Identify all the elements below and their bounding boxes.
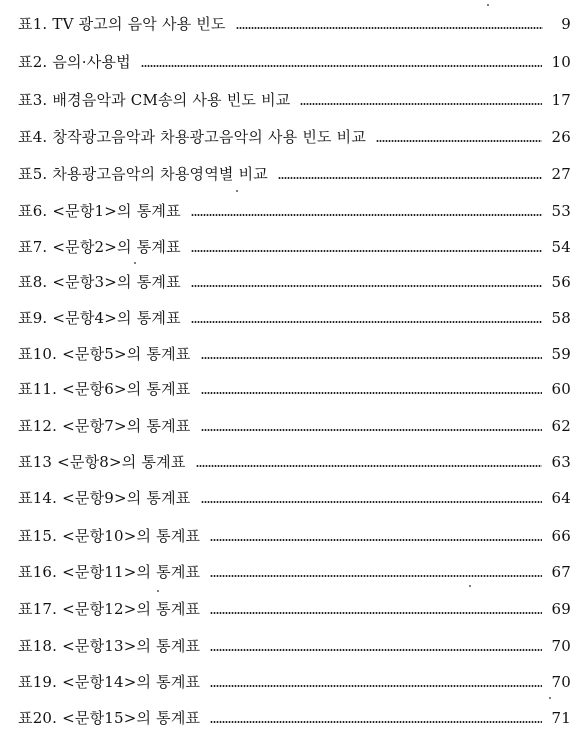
toc-row-page: 26 [551, 128, 571, 146]
dot-leader [210, 612, 541, 614]
toc-row-page: 67 [551, 563, 571, 581]
toc-row-label: 표9. <문항4>의 통계표 [18, 309, 181, 327]
toc-row-label: 표5. 차용광고음악의 차용영역별 비교 [18, 165, 268, 183]
toc-row [18, 484, 571, 508]
toc-row-page: 53 [551, 202, 571, 220]
toc-row [18, 340, 571, 364]
toc-row [18, 595, 571, 619]
toc-row-page: 62 [551, 417, 571, 435]
toc-row-label: 표12. <문항7>의 통계표 [18, 417, 191, 435]
toc-row-label: 표6. <문항1>의 통계표 [18, 202, 181, 220]
toc-row [18, 10, 571, 34]
toc-row-label: 표15. <문항10>의 통계표 [18, 527, 201, 545]
scan-speck [549, 697, 551, 699]
toc-row-label: 표19. <문항14>의 통계표 [18, 673, 201, 691]
dot-leader [191, 214, 542, 216]
dot-leader [210, 685, 541, 687]
toc-row-label: 표2. 음의·사용법 [18, 53, 131, 71]
toc-row-page: 27 [551, 165, 571, 183]
toc-row-page: 63 [551, 453, 571, 471]
toc-row [18, 412, 571, 436]
toc-row [18, 668, 571, 692]
toc-row-page: 70 [551, 637, 571, 655]
toc-row-label: 표13 <문항8>의 통계표 [18, 453, 186, 471]
dot-leader [201, 392, 542, 394]
toc-row-label: 표17. <문항12>의 통계표 [18, 600, 201, 618]
toc-row [18, 704, 571, 728]
toc-row-label: 표7. <문항2>의 통계표 [18, 238, 181, 256]
toc-row [18, 304, 571, 328]
dot-leader [210, 649, 541, 651]
toc-row [18, 522, 571, 546]
dot-leader [376, 140, 541, 142]
toc-row-label: 표14. <문항9>의 통계표 [18, 489, 191, 507]
toc-row-page: 69 [551, 600, 571, 618]
toc-row [18, 632, 571, 656]
toc-row-page: 59 [551, 345, 571, 363]
dot-leader [236, 27, 543, 29]
toc-row-label: 표20. <문항15>의 통계표 [18, 709, 201, 727]
toc-row-label: 표4. 창작광고음악과 차용광고음악의 사용 빈도 비교 [18, 128, 367, 146]
scan-speck [134, 262, 136, 264]
toc-row [18, 86, 571, 110]
dot-leader [210, 721, 541, 723]
toc-row-page: 58 [551, 309, 571, 327]
scan-speck [487, 4, 489, 6]
toc-row-page: 60 [551, 380, 571, 398]
dot-leader [210, 575, 541, 577]
dot-leader [300, 103, 541, 105]
toc-row-page: 64 [551, 489, 571, 507]
toc-row-page: 71 [551, 709, 571, 727]
toc-row [18, 268, 571, 292]
scan-speck [469, 585, 471, 587]
toc-row-page: 66 [551, 527, 571, 545]
dot-leader [278, 177, 542, 179]
toc-row-label: 표16. <문항11>의 통계표 [18, 563, 201, 581]
toc-row [18, 123, 571, 147]
toc-row [18, 160, 571, 184]
toc-row-page: 17 [551, 91, 571, 109]
toc-row-page: 56 [551, 273, 571, 291]
toc-row-page: 10 [551, 53, 571, 71]
toc-row-label: 표1. TV 광고의 음악 사용 빈도 [18, 15, 226, 33]
scan-speck [236, 190, 238, 192]
toc-row-page: 70 [551, 673, 571, 691]
dot-leader [201, 429, 542, 431]
toc-row-label: 표11. <문항6>의 통계표 [18, 380, 191, 398]
toc-row [18, 48, 571, 72]
toc-row [18, 375, 571, 399]
toc-row-page: 54 [551, 238, 571, 256]
toc-row [18, 448, 571, 472]
dot-leader [201, 357, 542, 359]
toc-row-label: 표3. 배경음악과 CM송의 사용 빈도 비교 [18, 91, 291, 109]
dot-leader [210, 539, 541, 541]
scan-speck [157, 590, 159, 592]
dot-leader [196, 465, 542, 467]
toc-row [18, 197, 571, 221]
toc-row-label: 표8. <문항3>의 통계표 [18, 273, 181, 291]
dot-leader [201, 501, 542, 503]
dot-leader [191, 285, 542, 287]
toc-row [18, 558, 571, 582]
dot-leader [191, 250, 542, 252]
toc-row [18, 233, 571, 257]
toc-row-page: 9 [561, 15, 571, 33]
toc-row-label: 표10. <문항5>의 통계표 [18, 345, 191, 363]
dot-leader [141, 65, 542, 67]
toc-row-label: 표18. <문항13>의 통계표 [18, 637, 201, 655]
dot-leader [191, 321, 542, 323]
